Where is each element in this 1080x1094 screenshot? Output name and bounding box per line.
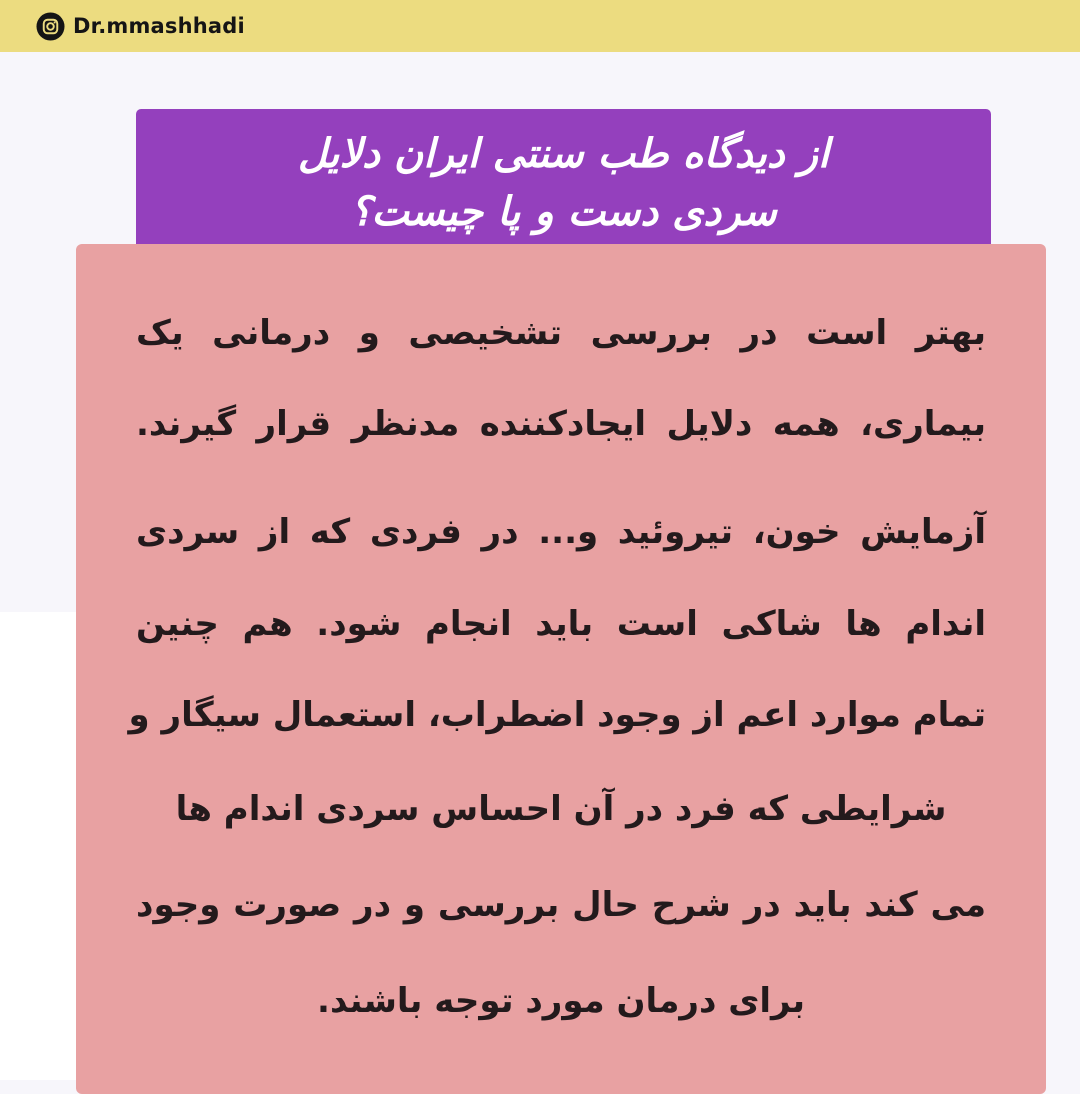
title-banner xyxy=(136,109,991,259)
content-card xyxy=(76,244,1046,1094)
content-line: می کند باید در شرح حال بررسی و در صورت وجود xyxy=(136,885,986,925)
title-line-1: از دیدگاه طب سنتی ایران دلایل xyxy=(297,131,830,177)
content-line: بیماری، همه دلایل ایجادکننده مدنظر قرار گیرند. xyxy=(136,404,986,444)
top-bar xyxy=(0,0,1080,52)
content-line: اندام ها شاکی است باید انجام شود. هم چنین xyxy=(136,604,986,644)
content-line: شرایطی که فرد در آن احساس سردی اندام ها xyxy=(175,789,947,829)
account-handle-text: Dr.mmashhadi xyxy=(73,14,245,38)
instagram-icon xyxy=(36,12,65,41)
content-line: بهتر است در بررسی تشخیصی و درمانی یک xyxy=(136,313,986,353)
title-line-2: سردی دست و پا چیست؟ xyxy=(350,189,777,235)
content-line: تمام موارد اعم از وجود اضطراب، استعمال سیگار و xyxy=(128,695,986,735)
content-line: برای درمان مورد توجه باشند. xyxy=(317,981,805,1021)
account-handle[interactable] xyxy=(36,12,245,41)
content-line: آزمایش خون، تیروئید و... در فردی که از سردی xyxy=(136,512,986,552)
background-panel xyxy=(0,612,80,1080)
